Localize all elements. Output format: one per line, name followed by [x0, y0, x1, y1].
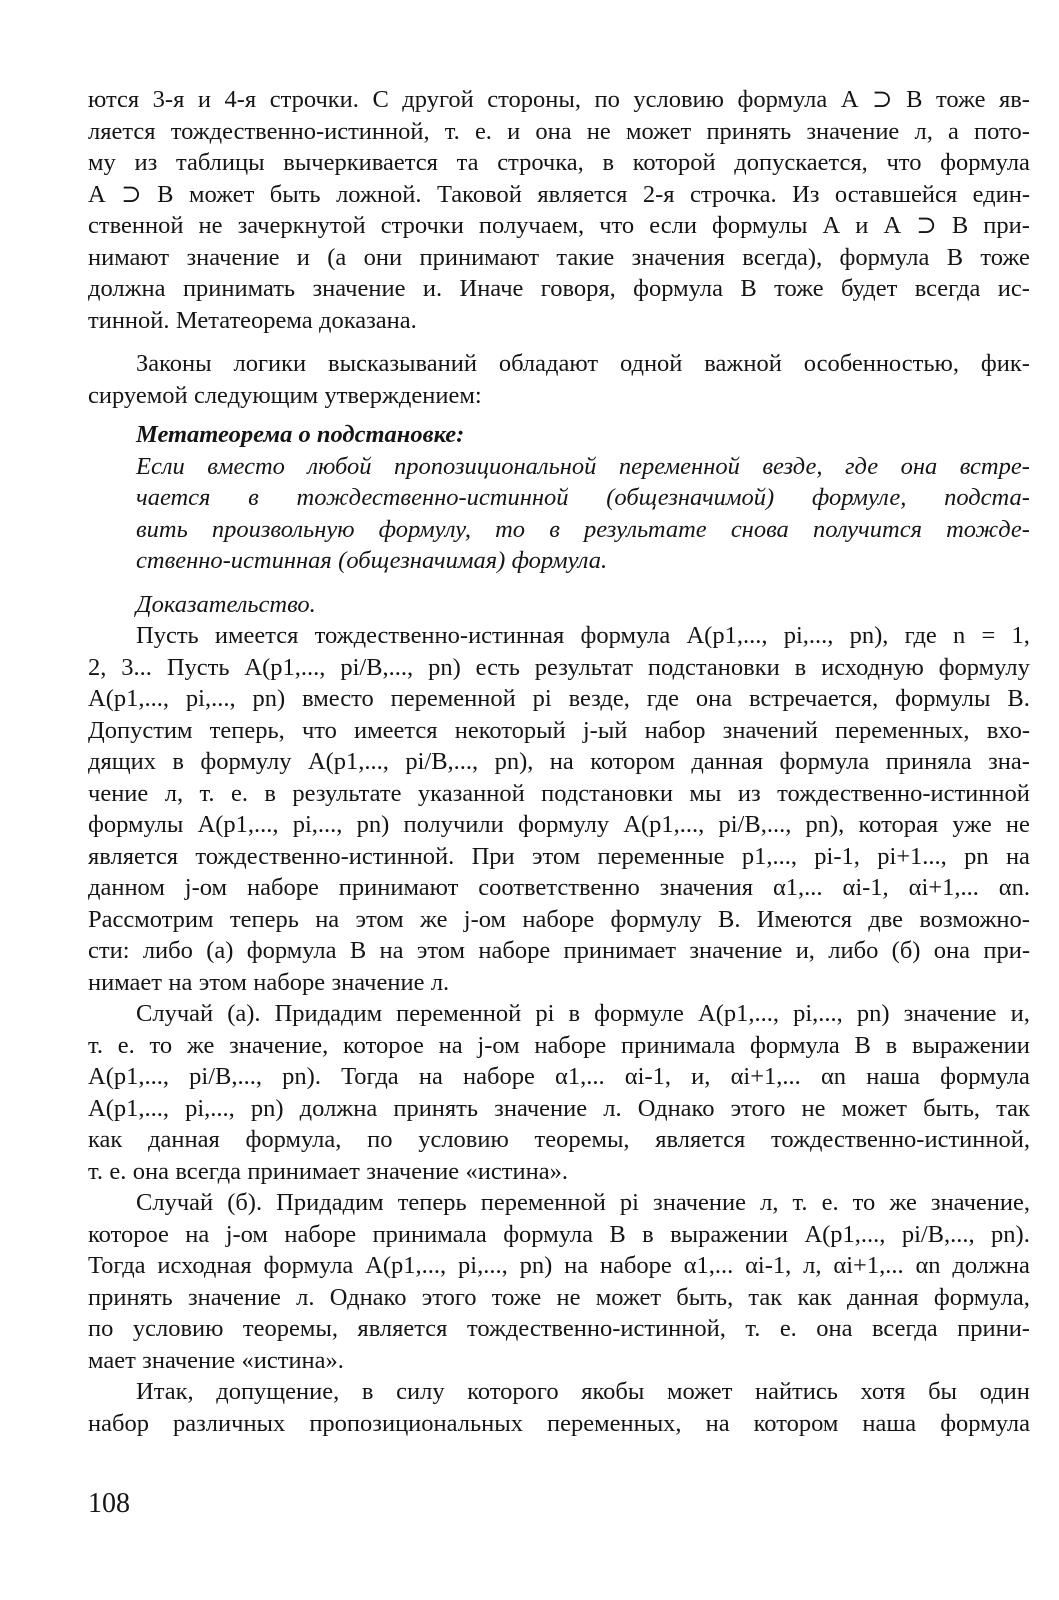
- paragraph: [88, 1376, 1030, 1439]
- text-line: му из таблицы вычеркивается та строчка, в которой допускается, что формула: [88, 149, 1030, 176]
- text-line: по условию теоремы, является тождественно-истинной, т. е. она всегда прини-: [88, 1315, 1030, 1342]
- text-line: т. е. она всегда принимает значение «истина».: [88, 1157, 568, 1185]
- text-line: Допустим теперь, что имеется некоторый j-ый набор значений переменных, вхо-: [88, 716, 1030, 744]
- text-line: 2, 3... Пусть A(p1,..., pi/B,..., pn) есть результат подстановки в исходную формулу: [88, 653, 1030, 681]
- text-line: A(p1,..., pi,..., pn) должна принять значение л. Однако этого не может быть, так: [88, 1094, 1030, 1122]
- text-line: является тождественно-истинной. При этом переменные p1,..., pi-1, pi+1..., pn на: [88, 842, 1030, 870]
- text-line: сти: либо (а) формула B на этом наборе принимает значение и, либо (б) она при-: [88, 937, 1030, 964]
- paragraph: [88, 620, 1030, 998]
- text-line: тинной. Метатеорема доказана.: [88, 306, 417, 334]
- paragraph: [88, 998, 1030, 1187]
- text-line: дящих в формулу A(p1,..., pi/B,..., pn), на котором данная формула приняла зна-: [88, 748, 1030, 775]
- theorem-line: чается в тождественно-истинной (общезначимой) формуле, подста-: [136, 484, 1030, 511]
- text-line: A ⊃ B может быть ложной. Таковой является 2-я строчка. Из оставшейся един-: [88, 180, 1030, 208]
- text-line: Случай (б). Придадим теперь переменной pi значение л, т. е. то же значение,: [136, 1189, 1030, 1216]
- text-line: данном j-ом наборе принимают соответственно значения α1,... αi-1, αi+1,... αn.: [88, 874, 1030, 901]
- text-line: A(p1,..., pi,..., pn) вместо переменной pi везде, где она встречается, формулы B.: [88, 685, 1030, 712]
- text-line: Тогда исходная формула A(p1,..., pi,..., pn) на наборе α1,... αi-1, л, αi+1,... αn должна: [88, 1252, 1030, 1279]
- theorem-block: [88, 419, 1030, 577]
- text-line: нимает на этом наборе значение л.: [88, 968, 450, 996]
- text-line: т. е. то же значение, которое на j-ом наборе принимала формула B в выражении: [88, 1031, 1030, 1059]
- text-line: должна принимать значение и. Иначе говоря, формула B тоже будет всегда ис-: [88, 275, 1030, 302]
- text-line: Пусть имеется тождественно-истинная формула A(p1,..., pi,..., pn), где n = 1,: [136, 622, 1030, 649]
- text-line: как данная формула, по условию теоремы, является тождественно-истинной,: [88, 1126, 1030, 1153]
- text-line: которое на j-ом наборе принимала формула B в выражении A(p1,..., pi/B,..., pn).: [88, 1220, 1030, 1248]
- text-line: мает значение «истина».: [88, 1346, 344, 1374]
- paragraph: [88, 348, 1030, 411]
- theorem-line: вить произвольную формулу, то в результате снова получится тожде-: [136, 515, 1030, 543]
- text-line: сируемой следующим утверждением:: [88, 381, 482, 409]
- text-line: ляется тождественно-истинной, т. е. и она не может принять значение л, а пото-: [88, 117, 1030, 145]
- text-line: чение л, т. е. в результате указанной подстановки мы из тождественно-истинной: [88, 779, 1030, 807]
- text-line: A(p1,..., pi/B,..., pn). Тогда на наборе α1,... αi-1, и, αi+1,... αn наша формула: [88, 1063, 1030, 1090]
- text-line: Рассмотрим теперь на этом же j-ом наборе формулу B. Имеются две возможно-: [88, 905, 1030, 933]
- page-number: 108: [88, 1488, 130, 1519]
- theorem-heading: Метатеорема о подстановке:: [136, 421, 465, 448]
- text-line: принять значение л. Однако этого тоже не может быть, так как данная формула,: [88, 1283, 1030, 1311]
- text-line: ственной не зачеркнутой строчки получаем, что если формулы A и A ⊃ B при-: [88, 212, 1030, 239]
- text-line: Случай (а). Придадим переменной pi в формуле A(p1,..., pi,..., pn) значение и,: [136, 1000, 1030, 1027]
- text-line: Итак, допущение, в силу которого якобы может найтись хотя бы один: [136, 1378, 1030, 1405]
- theorem-line: Если вместо любой пропозициональной переменной везде, где она встре-: [136, 452, 1030, 480]
- text-line: нимают значение и (а они принимают такие значения всегда), формула B тоже: [88, 243, 1030, 271]
- paragraph: [88, 1187, 1030, 1376]
- paragraph: [88, 84, 1030, 336]
- text-line: формулы A(p1,..., pi,..., pn) получили формулу A(p1,..., pi/B,..., pn), которая уже не: [88, 811, 1030, 838]
- proof-label: Доказательство.: [136, 590, 316, 618]
- text-line: набор различных пропозициональных переменных, на котором наша формула: [88, 1409, 1030, 1437]
- text-line: Законы логики высказываний обладают одной важной особенностью, фик-: [136, 350, 1030, 377]
- text-line: ются 3-я и 4-я строчки. С другой стороны, по условию формула A ⊃ B тоже яв-: [88, 86, 1030, 113]
- page-body: [88, 84, 1030, 1439]
- theorem-line: ственно-истинная (общезначимая) формула.: [136, 547, 608, 574]
